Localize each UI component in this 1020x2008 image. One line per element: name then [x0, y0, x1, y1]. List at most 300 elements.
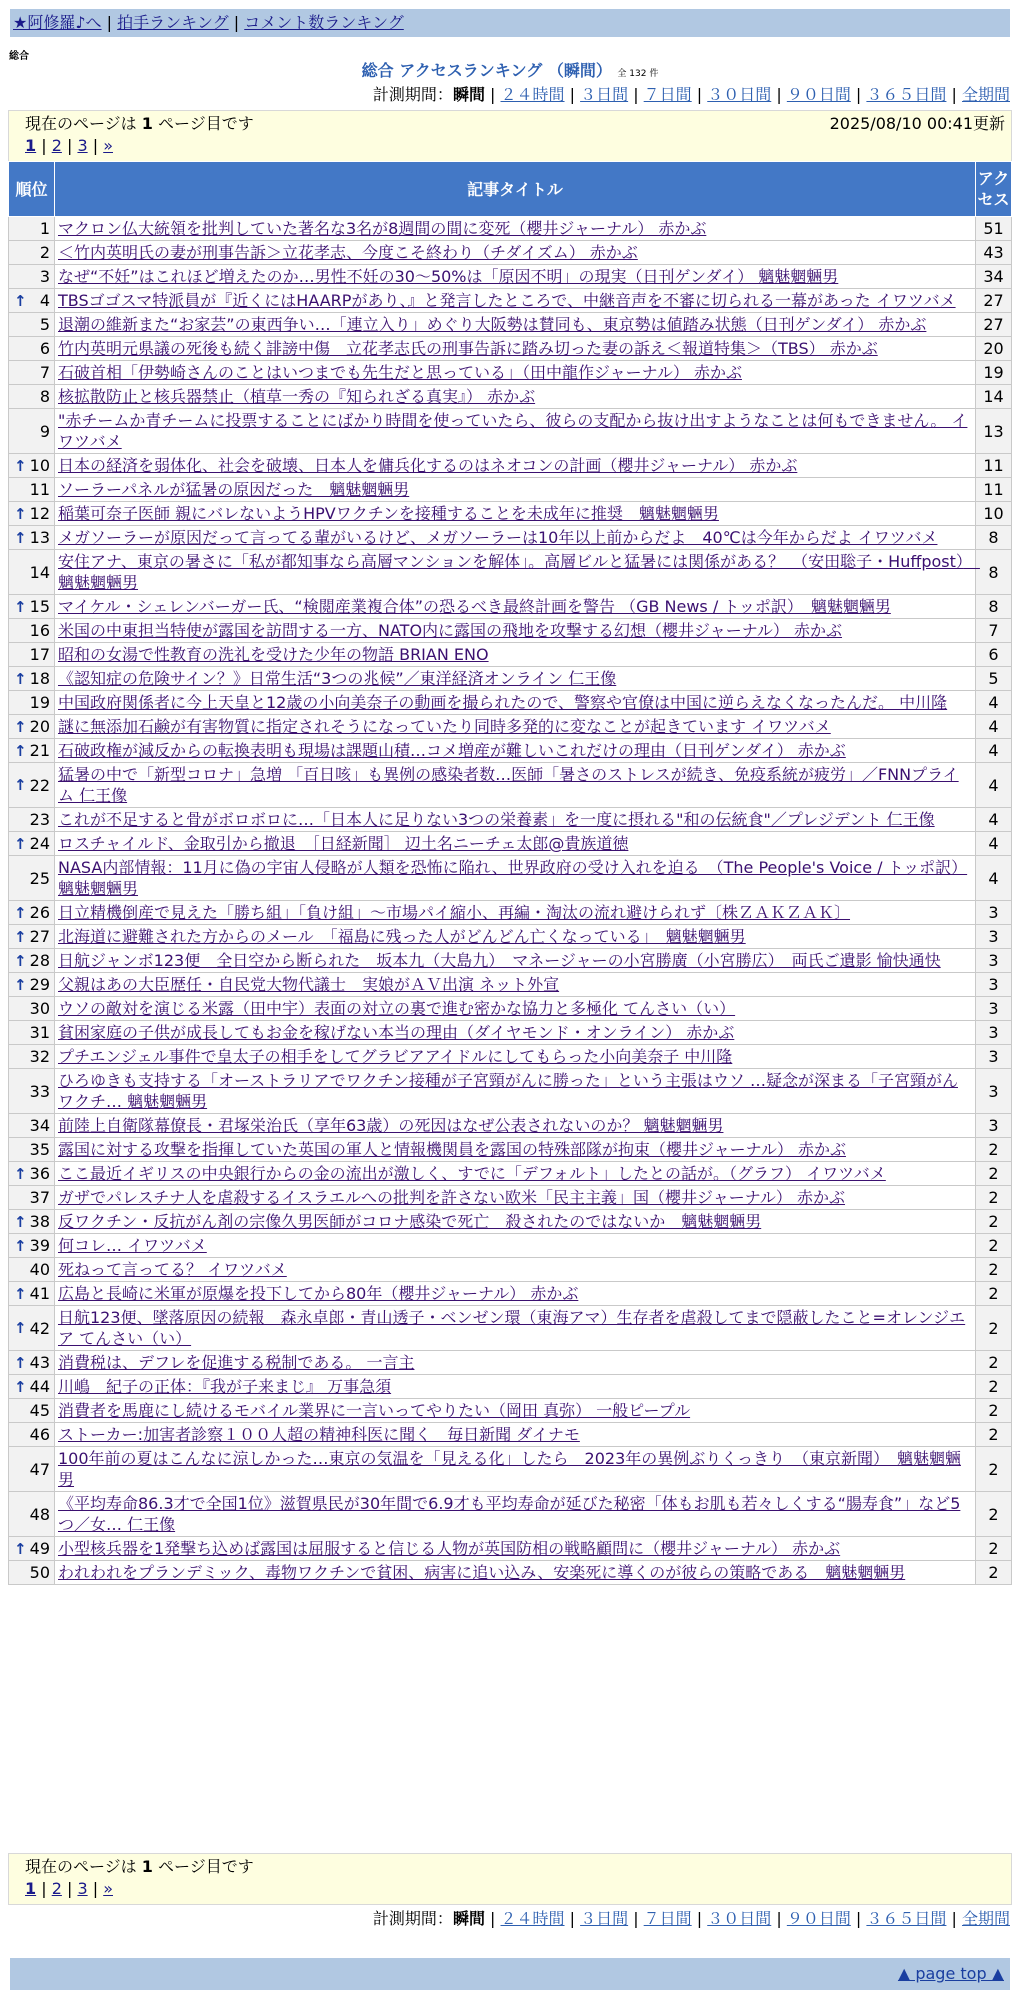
table-row — [9, 478, 1012, 502]
rank-number: 10 — [29, 456, 50, 475]
title-cell — [55, 973, 976, 997]
article-link[interactable]: 猛暑の中で「新型コロナ」急増 「百日咳」も異例の感染者数…医師「暑さのストレスが続き、免疫系統が疲労」／FNNプライム 仁王像 — [58, 765, 959, 805]
access-count: 4 — [976, 856, 1012, 901]
rank-cell — [9, 973, 55, 997]
rank-cell — [9, 856, 55, 901]
table-row — [9, 385, 1012, 409]
title-cell — [55, 478, 976, 502]
table-row — [9, 973, 1012, 997]
title-cell — [55, 739, 976, 763]
table-row — [9, 901, 1012, 925]
access-count: 8 — [976, 526, 1012, 550]
rank-number: 5 — [39, 315, 50, 334]
rank-number: 35 — [29, 1140, 50, 1159]
rank-number: 37 — [29, 1188, 50, 1207]
up-arrow-icon: ↑ — [14, 741, 27, 760]
period-option[interactable]: ９０日間 — [786, 1909, 851, 1928]
title-cell — [55, 1234, 976, 1258]
rank-number: 40 — [29, 1260, 50, 1279]
access-count: 8 — [976, 550, 1012, 595]
table-row — [9, 1138, 1012, 1162]
title-cell — [55, 901, 976, 925]
article-link[interactable]: 《認知症の危険サイン？》日常生活“3つの兆候”／東洋経済オンライン 仁王像 — [58, 669, 617, 688]
rank-number: 29 — [29, 975, 50, 994]
rank-cell — [9, 1282, 55, 1306]
page-links — [25, 1878, 995, 1900]
period-option[interactable]: ２４時間 — [500, 85, 565, 104]
access-count: 5 — [976, 667, 1012, 691]
page-link-current[interactable]: 1 — [25, 1879, 37, 1898]
table-row — [9, 925, 1012, 949]
table-row — [9, 241, 1012, 265]
table-row — [9, 409, 1012, 454]
title-cell — [55, 1399, 976, 1423]
rank-number: 46 — [29, 1425, 50, 1444]
rank-cell — [9, 808, 55, 832]
ranking-table — [8, 161, 1012, 1585]
table-row — [9, 454, 1012, 478]
rank-cell — [9, 1351, 55, 1375]
article-link[interactable]: 石破首相「伊勢崎さんのことはいつまでも先生だと思っている」（田中龍作ジャーナル） 赤かぶ — [58, 363, 742, 382]
rank-cell — [9, 1492, 55, 1537]
title-cell — [55, 1186, 976, 1210]
rank-cell — [9, 241, 55, 265]
rank-cell — [9, 949, 55, 973]
table-row — [9, 1561, 1012, 1585]
next-page-link[interactable]: » — [103, 136, 113, 155]
rank-number: 33 — [29, 1081, 50, 1101]
title-cell — [55, 1423, 976, 1447]
table-row — [9, 526, 1012, 550]
rank-header: 順位 — [9, 162, 55, 217]
table-row — [9, 1375, 1012, 1399]
period-separator: | — [484, 1909, 501, 1928]
page-link[interactable]: 2 — [51, 136, 62, 155]
title-cell — [55, 997, 976, 1021]
article-link[interactable]: マクロン仏大統領を批判していた著名な3名が8週間の間に変死（櫻井ジャーナル） 赤かぶ — [58, 219, 707, 238]
access-count: 11 — [976, 478, 1012, 502]
article-link[interactable]: 米国の中東担当特使が露国を訪問する一方、NATO内に露国の飛地を攻撃する幻想（櫻井ジャーナル） 赤かぶ — [58, 621, 843, 640]
article-link[interactable]: 竹内英明元県議の死後も続く誹謗中傷 立花孝志氏の刑事告訴に踏み切った妻の訴え＜報道特集＞（TBS） 赤かぶ — [58, 339, 878, 358]
top-nav-bar — [10, 9, 1010, 37]
access-count: 19 — [976, 361, 1012, 385]
table-row — [9, 1537, 1012, 1561]
up-arrow-icon: ↑ — [14, 975, 27, 994]
period-option[interactable]: ３６５日間 — [866, 1909, 947, 1928]
rank-cell — [9, 1234, 55, 1258]
rank-cell — [9, 1069, 55, 1114]
table-row — [9, 1021, 1012, 1045]
article-link[interactable]: われわれをプランデミック、毒物ワクチンで貧困、病害に追い込み、安楽死に導くのが彼らの策略である 魑魅魍魎男 — [58, 1563, 906, 1582]
item-count: 全 132 件 — [617, 69, 659, 79]
article-link[interactable]: 中国政府関係者に今上天皇と12歳の小向美奈子の動画を撮られたので、警察や官僚は中国に逆らえなくなったんだ。 中川隆 — [58, 693, 948, 712]
rank-number: 25 — [29, 868, 50, 888]
title-cell — [55, 619, 976, 643]
rank-number: 34 — [29, 1116, 50, 1135]
access-count: 3 — [976, 949, 1012, 973]
rank-cell — [9, 526, 55, 550]
access-count: 3 — [976, 1045, 1012, 1069]
article-link[interactable]: 何コレ… イワツバメ — [58, 1236, 207, 1255]
article-link[interactable]: 父親はあの大臣歴任・自民党大物代議士 実娘がＡＶ出演 ネット外宣 — [58, 975, 560, 994]
table-row — [9, 1492, 1012, 1537]
title-cell — [55, 526, 976, 550]
period-current: 瞬間 — [452, 85, 485, 104]
rank-number: 26 — [29, 903, 50, 922]
rank-number: 16 — [29, 621, 50, 640]
period-option[interactable]: 全期間 — [961, 1909, 1010, 1928]
table-row — [9, 265, 1012, 289]
period-current: 瞬間 — [452, 1909, 485, 1928]
article-link[interactable]: 貧困家庭の子供が成長してもお金を稼げない本当の理由（ダイヤモンド・オンライン） 赤かぶ — [58, 1023, 735, 1042]
rank-cell — [9, 691, 55, 715]
article-link[interactable]: 消費者を馬鹿にし続けるモバイル業界に一言いってやりたい（岡田 真弥） 一般ピープル — [58, 1401, 691, 1420]
rank-cell — [9, 1423, 55, 1447]
table-row — [9, 550, 1012, 595]
article-link[interactable]: TBSゴゴスマ特派員が『近くにはHAARPがあり、』と発言したところで、中継音声を不審に切られる一幕があった イワツバメ — [58, 291, 956, 310]
access-count: 4 — [976, 691, 1012, 715]
article-link[interactable]: 謎に無添加石鹸が有害物質に指定されそうになっていたり同時多発的に変なことが起きています イワツバメ — [58, 717, 831, 736]
access-count: 3 — [976, 1021, 1012, 1045]
up-arrow-icon: ↑ — [14, 1353, 27, 1372]
article-link[interactable]: プチエンジェル事件で皇太子の相手をしてグラビアアイドルにしてもらった小向美奈子 中川隆 — [58, 1047, 733, 1066]
article-link[interactable]: 退潮の維新また“お家芸”の東西争い…「連立入り」めぐり大阪勢は賛同も、東京勢は値踏み状態（日刊ゲンダイ） 赤かぶ — [58, 315, 927, 334]
article-link[interactable]: ＜竹内英明氏の妻が刑事告訴＞立花孝志、今度こそ終わり（チダイズム） 赤かぶ — [58, 243, 638, 262]
rank-cell — [9, 478, 55, 502]
rank-cell — [9, 1186, 55, 1210]
up-arrow-icon: ↑ — [14, 1539, 27, 1558]
page-link-current[interactable]: 1 — [25, 136, 37, 155]
article-link[interactable]: 石破政権が減反からの転換表明も現場は課題山積…コメ増産が難しいこれだけの理由（日刊ゲンダイ） 赤かぶ — [58, 741, 846, 760]
rank-number: 4 — [39, 291, 50, 310]
rank-number: 43 — [29, 1353, 50, 1372]
rank-cell — [9, 217, 55, 241]
access-count: 2 — [976, 1210, 1012, 1234]
up-arrow-icon: ↑ — [14, 1236, 27, 1255]
title-cell — [55, 808, 976, 832]
rank-cell — [9, 925, 55, 949]
access-count: 2 — [976, 1351, 1012, 1375]
period-separator: | — [691, 85, 708, 104]
period-option[interactable]: 全期間 — [961, 85, 1010, 104]
article-link[interactable]: 露国に対する攻撃を指揮していた英国の軍人と情報機関員を露国の特殊部隊が拘束（櫻井ジャーナル） 赤かぶ — [58, 1140, 846, 1159]
up-arrow-icon: ↑ — [14, 504, 27, 523]
rank-cell — [9, 1561, 55, 1585]
rank-cell — [9, 1258, 55, 1282]
access-count: 4 — [976, 715, 1012, 739]
page-separator: | — [87, 136, 104, 155]
access-count: 2 — [976, 1234, 1012, 1258]
rank-number: 6 — [39, 339, 50, 358]
rank-cell — [9, 1447, 55, 1492]
rank-cell — [9, 643, 55, 667]
period-option[interactable]: ３０日間 — [707, 1909, 772, 1928]
article-link[interactable]: 日本の経済を弱体化、社会を破壊、日本人を傭兵化するのはネオコンの計画（櫻井ジャーナル） 赤かぶ — [58, 456, 798, 475]
rank-number: 18 — [29, 669, 50, 688]
page-separator: | — [87, 1879, 104, 1898]
table-row — [9, 949, 1012, 973]
rank-cell — [9, 1021, 55, 1045]
table-row — [9, 361, 1012, 385]
article-link[interactable]: 日航ジャンボ123便 全日空から断られた 坂本九（大島九） マネージャーの小宮勝廣（小宮勝広） 両氏ご遺影 愉快通快 — [58, 951, 941, 970]
article-link[interactable]: 昭和の女湯で性教育の洗礼を受けた少年の物語 BRIAN ENO — [58, 645, 489, 664]
article-link[interactable]: 死ねって言ってる？ イワツバメ — [58, 1260, 287, 1279]
access-count: 10 — [976, 502, 1012, 526]
access-count: 7 — [976, 619, 1012, 643]
title-cell — [55, 1561, 976, 1585]
table-row — [9, 313, 1012, 337]
period-option[interactable]: ７日間 — [643, 1909, 692, 1928]
rank-cell — [9, 1375, 55, 1399]
up-arrow-icon: ↑ — [14, 951, 27, 970]
access-count: 27 — [976, 313, 1012, 337]
rank-cell — [9, 1138, 55, 1162]
title-cell — [55, 502, 976, 526]
title-cell — [55, 1069, 976, 1114]
article-link[interactable]: メガソーラーが原因だって言ってる輩がいるけど、メガソーラーは10年以上前からだよ 40℃は今年からだよ イワツバメ — [58, 528, 938, 547]
title-cell — [55, 595, 976, 619]
title-cell — [55, 385, 976, 409]
page-link[interactable]: 2 — [51, 1879, 62, 1898]
period-selector — [373, 1908, 1010, 1930]
title-cell — [55, 1447, 976, 1492]
access-count: 4 — [976, 739, 1012, 763]
period-option[interactable]: ７日間 — [643, 85, 692, 104]
rank-cell — [9, 550, 55, 595]
article-link[interactable]: "赤チームか青チームに投票することにばかり時間を使っていたら、彼らの支配から抜け出すようなことは何もできません。 イワツバメ — [58, 411, 968, 451]
title-cell — [55, 217, 976, 241]
rank-cell — [9, 595, 55, 619]
rank-number: 14 — [29, 562, 50, 582]
title-cell — [55, 832, 976, 856]
title-cell — [55, 763, 976, 808]
article-link[interactable]: 広島と長崎に米軍が原爆を投下してから80年（櫻井ジャーナル） 赤かぶ — [58, 1284, 579, 1303]
table-row — [9, 595, 1012, 619]
title-cell — [55, 691, 976, 715]
period-separator: | — [850, 1909, 867, 1928]
up-arrow-icon: ↑ — [14, 1164, 27, 1183]
page-title — [0, 60, 1020, 85]
rank-cell — [9, 619, 55, 643]
nav-separator: | — [233, 13, 240, 32]
table-row — [9, 763, 1012, 808]
rank-number: 22 — [29, 775, 50, 795]
access-count: 2 — [976, 1162, 1012, 1186]
access-count: 2 — [976, 1492, 1012, 1537]
title-cell — [55, 1375, 976, 1399]
article-link[interactable]: 《平均寿命86.3才で全国1位》滋賀県民が30年間で6.9才も平均寿命が延びた秘密「体もお肌も若々しくする“腸寿食”」など5つ／女… 仁王像 — [58, 1494, 961, 1534]
table-row — [9, 808, 1012, 832]
table-row — [9, 739, 1012, 763]
table-row — [9, 1399, 1012, 1423]
rank-cell — [9, 667, 55, 691]
period-separator: | — [564, 1909, 581, 1928]
article-link[interactable]: ストーカー:加害者診察１００人超の精神科医に聞く 毎日新聞 ダイナモ — [58, 1425, 580, 1444]
article-link[interactable]: 小型核兵器を1発撃ち込めば露国は屈服すると信じる人物が英国防相の戦略顧問に（櫻井ジャーナル） 赤かぶ — [58, 1539, 841, 1558]
article-link[interactable]: ロスチャイルド、金取引から撤退 ［日経新聞］ 辺土名ニーチェ太郎@貴族道徳 — [58, 834, 629, 853]
current-page-text: 現在のページは 1 ページ目です — [25, 1857, 254, 1876]
article-link[interactable]: 消費税は、デフレを促進する税制である。 一言主 — [58, 1353, 415, 1372]
page-link[interactable]: 3 — [77, 136, 88, 155]
title-cell — [55, 241, 976, 265]
title-cell — [55, 925, 976, 949]
rank-number: 27 — [29, 927, 50, 946]
next-page-link[interactable]: » — [103, 1879, 113, 1898]
rank-cell — [9, 1537, 55, 1561]
rank-number: 15 — [29, 597, 50, 616]
pager-bottom — [8, 1853, 1012, 1905]
article-link[interactable]: 川嶋 紀子の正体：『我が子来まじ』 万事急須 — [58, 1377, 392, 1396]
period-separator: | — [628, 1909, 644, 1928]
article-link[interactable]: 安住アナ、東京の暑さに「私が都知事なら高層マンションを解体」。高層ビルと猛暑には関係がある？ （安田聡子・Huffpost） 魑魅魍魎男 — [58, 552, 980, 592]
period-option[interactable]: ３６５日間 — [866, 85, 947, 104]
period-option[interactable]: ３日間 — [580, 1909, 629, 1928]
title-cell — [55, 856, 976, 901]
title-cell — [55, 454, 976, 478]
article-link[interactable]: 前陸上自衛隊幕僚長・君塚栄治氏（享年63歳）の死因はなぜ公表されないのか？ 魑魅魍魎男 — [58, 1116, 724, 1135]
title-cell — [55, 1492, 976, 1537]
article-link[interactable]: ウソの敵対を演じる米露（田中宇）表面の対立の裏で進む密かな協力と多極化 てんさい（い） — [58, 999, 736, 1018]
access-count: 6 — [976, 643, 1012, 667]
period-option[interactable]: ３日間 — [580, 85, 629, 104]
article-link[interactable]: ひろゆきも支持する「オーストラリアでワクチン接種が子宮頸がんに勝った」という主張はウソ …疑念が深まる「子宮頸がんワクチ… 魑魅魍魎男 — [58, 1071, 958, 1111]
access-count: 2 — [976, 1186, 1012, 1210]
table-row — [9, 1186, 1012, 1210]
rank-number: 44 — [29, 1377, 50, 1396]
table-row — [9, 1258, 1012, 1282]
title-cell — [55, 1045, 976, 1069]
table-row — [9, 1423, 1012, 1447]
home-link[interactable]: ★阿修羅♪へ — [13, 13, 102, 32]
table-row — [9, 1351, 1012, 1375]
article-link[interactable]: なぜ“不妊”はこれほど増えたのか…男性不妊の30～50%は「原因不明」の現実（日刊ゲンダイ） 魑魅魍魎男 — [58, 267, 839, 286]
access-count: 11 — [976, 454, 1012, 478]
title-cell — [55, 1162, 976, 1186]
nav-separator: | — [106, 13, 113, 32]
rank-number: 30 — [29, 999, 50, 1018]
page-links — [25, 135, 995, 157]
table-row — [9, 289, 1012, 313]
page-link[interactable]: 3 — [77, 1879, 88, 1898]
rank-number: 41 — [29, 1284, 50, 1303]
rank-cell — [9, 313, 55, 337]
comment-ranking-link[interactable]: コメント数ランキング — [244, 13, 404, 32]
table-row — [9, 667, 1012, 691]
pager-top — [8, 110, 1012, 162]
access-count: 3 — [976, 901, 1012, 925]
title-cell — [55, 361, 976, 385]
title-cell — [55, 1351, 976, 1375]
article-link[interactable]: 反ワクチン・反抗がん剤の宗像久男医師がコロナ感染で死亡 殺されたのではないか 魑魅魍魎男 — [58, 1212, 762, 1231]
article-link[interactable]: NASA内部情報：11月に偽の宇宙人侵略が人類を恐怖に陥れ、世界政府の受け入れを迫る （The People's Voice / トッポ訳） 魑魅魍魎男 — [58, 858, 968, 898]
article-link[interactable]: これが不足すると骨がボロボロに…「日本人に足りない3つの栄養素」を一度に摂れる"和の伝統食"／プレジデント 仁王像 — [58, 810, 935, 829]
rank-cell — [9, 1114, 55, 1138]
article-link[interactable]: マイケル・シェレンバーガー氏、“検閲産業複合体”の恐るべき最終計画を警告 （GB News / トッポ訳） 魑魅魍魎男 — [58, 597, 891, 616]
period-option[interactable]: ３０日間 — [707, 85, 772, 104]
rank-number: 1 — [39, 219, 50, 238]
table-row — [9, 1447, 1012, 1492]
article-link[interactable]: 北海道に避難された方からのメール 「福島に残った人がどんどん亡くなっている」 魑魅魍魎男 — [58, 927, 746, 946]
table-row — [9, 1114, 1012, 1138]
rank-cell — [9, 832, 55, 856]
rank-cell — [9, 1210, 55, 1234]
title-cell — [55, 337, 976, 361]
rank-cell — [9, 289, 55, 313]
rank-cell — [9, 361, 55, 385]
table-row — [9, 643, 1012, 667]
rank-number: 17 — [29, 645, 50, 664]
current-page-text: 現在のページは 1 ページ目です — [25, 114, 254, 133]
table-row — [9, 1210, 1012, 1234]
rank-number: 7 — [39, 363, 50, 382]
rank-number: 28 — [29, 951, 50, 970]
rank-cell — [9, 1399, 55, 1423]
title-cell — [55, 289, 976, 313]
article-link[interactable]: ここ最近イギリスの中央銀行からの金の流出が激しく、すでに「デフォルト」したとの話が。（グラフ） イワツバメ — [58, 1164, 886, 1183]
rank-number: 49 — [29, 1539, 50, 1558]
up-arrow-icon: ↑ — [14, 927, 27, 946]
table-row — [9, 856, 1012, 901]
article-link[interactable]: 核拡散防止と核兵器禁止（植草一秀の『知られざる真実』） 赤かぶ — [58, 387, 536, 406]
period-label: 計測期間： — [372, 1909, 453, 1928]
footer-bar — [10, 1958, 1010, 1990]
period-option[interactable]: ９０日間 — [786, 85, 851, 104]
article-link[interactable]: ガザでパレスチナ人を虐殺するイスラエルへの批判を許さない欧米「民主主義」国（櫻井ジャーナル） 赤かぶ — [58, 1188, 846, 1207]
article-link[interactable]: 日航123便、墜落原因の続報 森永卓郎・青山透子・ベンゼン環（東海アマ）生存者を虐殺してまで隠蔽したこと=オレンジエア てんさい（い） — [58, 1308, 966, 1348]
access-count: 27 — [976, 289, 1012, 313]
ranking-title: 総合 アクセスランキング （瞬間） — [361, 61, 612, 80]
article-link[interactable]: 日立精機倒産で見えた「勝ち組」「負け組」～市場パイ縮小、再編・淘汰の流れ避けられず〔株ＺＡＫＺＡＫ〕 — [58, 903, 851, 922]
table-row — [9, 1234, 1012, 1258]
rank-number: 36 — [29, 1164, 50, 1183]
up-arrow-icon: ↑ — [14, 291, 27, 310]
title-cell — [55, 1282, 976, 1306]
period-separator: | — [946, 1909, 962, 1928]
period-separator: | — [771, 85, 787, 104]
article-link[interactable]: 稲葉可奈子医師 親にバレないようHPVワクチンを接種することを未成年に推奨 魑魅魍魎男 — [58, 504, 719, 523]
clap-ranking-link[interactable]: 拍手ランキング — [117, 13, 229, 32]
page-separator: | — [61, 1879, 78, 1898]
table-row — [9, 1162, 1012, 1186]
rank-number: 11 — [29, 480, 50, 499]
article-link[interactable]: 100年前の夏はこんなに涼しかった…東京の気温を「見える化」したら 2023年の異例ぶりくっきり （東京新聞） 魑魅魍魎男 — [58, 1449, 961, 1489]
title-cell — [55, 1114, 976, 1138]
access-count: 13 — [976, 409, 1012, 454]
access-count: 14 — [976, 385, 1012, 409]
access-count: 51 — [976, 217, 1012, 241]
access-count: 4 — [976, 763, 1012, 808]
title-cell — [55, 1210, 976, 1234]
access-count: 2 — [976, 1282, 1012, 1306]
page-separator: | — [36, 136, 52, 155]
period-selector — [373, 84, 1010, 106]
access-count: 2 — [976, 1258, 1012, 1282]
rank-number: 13 — [29, 528, 50, 547]
rank-cell — [9, 502, 55, 526]
access-count: 2 — [976, 1561, 1012, 1585]
period-separator: | — [771, 1909, 787, 1928]
page-top-link[interactable]: ▲ page top ▲ — [897, 1964, 1004, 1983]
rank-number: 31 — [29, 1023, 50, 1042]
access-count: 2 — [976, 1447, 1012, 1492]
access-count: 4 — [976, 808, 1012, 832]
rank-number: 32 — [29, 1047, 50, 1066]
rank-number: 9 — [39, 421, 50, 441]
article-link[interactable]: ソーラーパネルが猛暑の原因だった 魑魅魍魎男 — [58, 480, 410, 499]
period-option[interactable]: ２４時間 — [500, 1909, 565, 1928]
access-header: アクセス — [976, 162, 1012, 217]
access-count: 3 — [976, 1069, 1012, 1114]
